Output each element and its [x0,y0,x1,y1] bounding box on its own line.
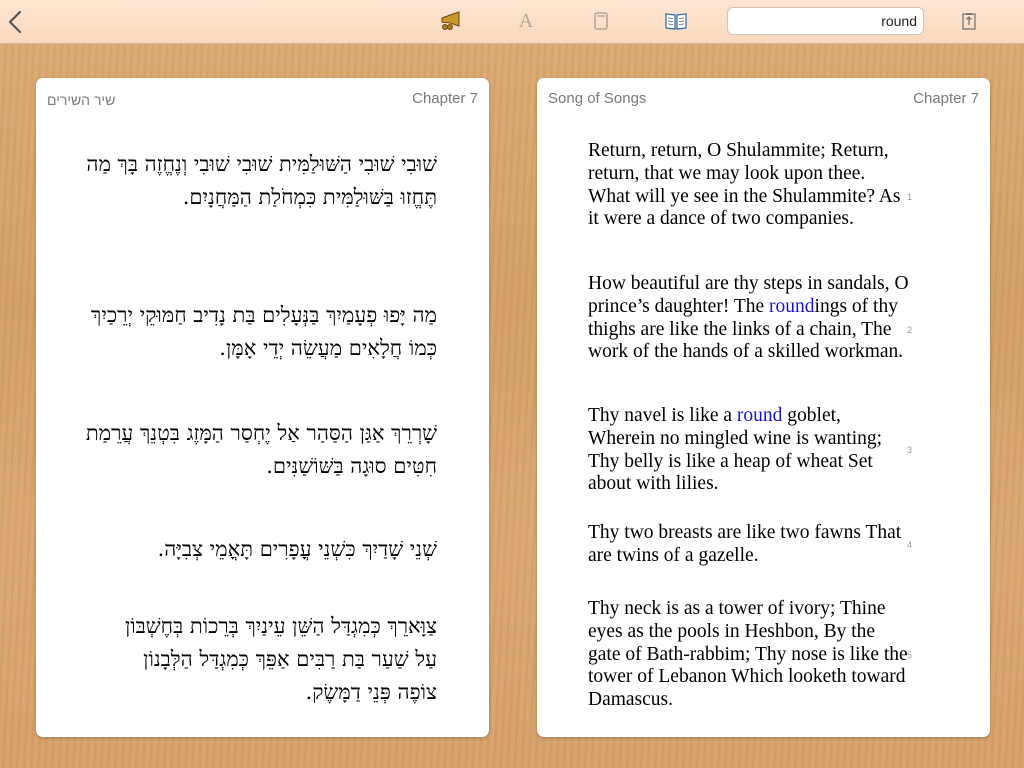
horn-icon [439,9,463,33]
book-button[interactable] [664,9,688,33]
verse-number: 3 [907,445,913,455]
verse-number: 5 [907,650,913,660]
search-highlight: round [736,405,783,426]
bookmark-button[interactable] [589,9,613,33]
verse-text: ings of thy thighs are like the links of a chain, The work of the hands of a skilled workman. [588,295,904,363]
english-verse-2[interactable] [588,273,913,364]
verse-text: Thy two breasts are like two fawns That are twins of a gazelle. [588,522,902,566]
english-verse-5[interactable] [588,598,913,712]
hebrew-verse-5[interactable]: צַוָּארֵךְ כְּמִגְדַּל הַשֵּׁן עֵינַיִךְ בְּרֵכוֹת בְּחֶשְׁבּוֹן עַל שַׁעַר בַּת רַבִּים אַפֵּךְ כְּמִגְדַּל הַלְּבָנוֹן צוֹפֶה פְּנֵי דַמָּשֶׂק. [124,614,437,704]
verse-number: 1 [907,192,913,202]
verse-number: 4 [907,540,913,550]
top-toolbar [0,0,1024,44]
verse-number: 2 [907,325,913,335]
search-input[interactable] [727,7,924,35]
back-button[interactable] [4,6,28,38]
english-verse-3[interactable] [588,405,913,496]
hebrew-verse-2[interactable]: מַה יָּפוּ פְעָמַיִךְ בַּנְּעָלִים בַּת נָדִיב חַמּוּקֵי יְרֵכַיִךְ כְּמוֹ חֲלָאִים מַעֲשֵׂה יְדֵי אָמָּן. [91,303,437,360]
chevron-left-icon [4,6,28,38]
verse-text: How beautiful are thy steps in sandals, O prince’s daughter! The [588,273,909,317]
hebrew-verse-4[interactable]: שְׁנֵי שָׁדַיִךְ כִּשְׁנֵי עֳפָרִים תָּאֳמֵי צְבִיָּה. [157,537,437,561]
english-verse-1[interactable] [588,140,913,231]
book-title-hebrew: שיר השירים [47,92,116,108]
share-icon [957,9,981,33]
hebrew-panel [36,78,489,737]
audio-button[interactable] [439,9,463,33]
english-panel [537,78,990,737]
hebrew-verse-1[interactable]: שׁוּבִי שׁוּבִי הַשּׁוּלַמִּית שׁוּבִי שׁוּבִי וְנֶחֱזֶה בָּךְ מַה תֶּחֱזוּ בַּשּׁוּלַמִּית כִּמְחֹלַת הַמַּחֲנָיִם. [86,152,437,209]
verse-text: goblet, Wherein no mingled wine is wanting; Thy belly is like a heap of wheat Set about with lilies. [588,405,883,495]
font-button[interactable] [514,9,538,33]
book-title: Song of Songs [548,90,647,107]
chapter-label: Chapter 7 [412,90,478,107]
english-verse-4[interactable] [588,522,913,568]
english-panel-header [548,90,979,110]
open-book-icon [664,9,688,33]
verse-text: Return, return, O Shulammite; Return, return, that we may look upon thee. What will ye see in the Shulammite? As it were a dance of two companies. [588,140,901,230]
bookmark-icon [589,9,613,33]
hebrew-verse-3[interactable]: שָׁרְרֵךְ אַגַּן הַסַּהַר אַל יֶחְסַר הַמָּזֶג בִּטְנֵךְ עֲרֵמַת חִטִּים סוּגָה בַּשּׁוֹשַׁנִּים. [85,421,437,478]
hebrew-panel-header [47,90,478,110]
chapter-label: Chapter 7 [913,90,979,107]
font-a-icon: A [518,10,534,32]
share-button[interactable] [957,9,981,33]
verse-text: Thy navel is like a [588,405,737,426]
verse-text: Thy neck is as a tower of ivory; Thine eyes as the pools in Heshbon, By the gate of Bath-rabbim; Thy nose is like the tower of Lebanon Which looketh toward Damascus. [588,598,908,711]
search-highlight: round [769,295,815,317]
